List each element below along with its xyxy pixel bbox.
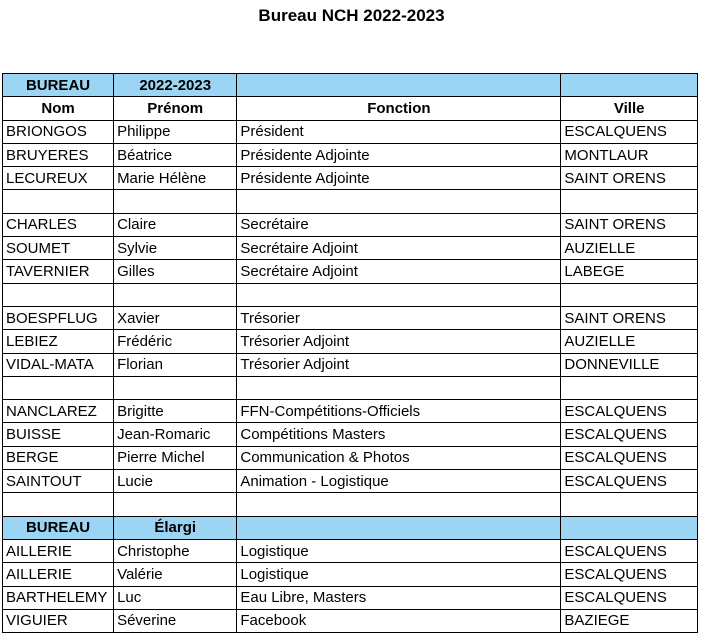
- column-header-nom: Nom: [3, 97, 114, 120]
- cell-ville: AUZIELLE: [561, 237, 698, 260]
- cell-ville: ESCALQUENS: [561, 586, 698, 609]
- table-row: [3, 213, 698, 236]
- table-row: [3, 260, 698, 283]
- cell-prenom: Philippe: [114, 120, 237, 143]
- table-row: [3, 353, 698, 376]
- section-header-row: [3, 74, 698, 97]
- cell-fonction: Présidente Adjointe: [237, 167, 561, 190]
- cell-ville: ESCALQUENS: [561, 539, 698, 562]
- cell-nom: BRUYERES: [3, 143, 114, 166]
- cell-prenom: Florian: [114, 353, 237, 376]
- table-row: [3, 143, 698, 166]
- cell-ville: SAINT ORENS: [561, 306, 698, 329]
- cell-nom: LECUREUX: [3, 167, 114, 190]
- cell-nom: TAVERNIER: [3, 260, 114, 283]
- section-period: 2022-2023: [114, 74, 237, 97]
- spacer-cell: [561, 283, 698, 306]
- table-row: [3, 446, 698, 469]
- page-title: Bureau NCH 2022-2023: [258, 6, 445, 25]
- cell-nom: VIGUIER: [3, 609, 114, 632]
- column-header-prenom: Prénom: [114, 97, 237, 120]
- cell-fonction: Secrétaire Adjoint: [237, 237, 561, 260]
- cell-ville: MONTLAUR: [561, 143, 698, 166]
- cell-fonction: Secrétaire: [237, 213, 561, 236]
- cell-fonction: FFN-Compétitions-Officiels: [237, 400, 561, 423]
- cell-prenom: Béatrice: [114, 143, 237, 166]
- spacer-cell: [114, 376, 237, 399]
- bureau-table: [2, 73, 698, 633]
- table-row: [3, 167, 698, 190]
- cell-ville: ESCALQUENS: [561, 120, 698, 143]
- spacer-cell: [561, 376, 698, 399]
- spacer-cell: [3, 493, 114, 516]
- cell-nom: BRIONGOS: [3, 120, 114, 143]
- spacer-cell: [237, 376, 561, 399]
- cell-nom: BARTHELEMY: [3, 586, 114, 609]
- cell-prenom: Lucie: [114, 470, 237, 493]
- spacer-cell: [237, 493, 561, 516]
- cell-ville: ESCALQUENS: [561, 470, 698, 493]
- table-row: [3, 563, 698, 586]
- cell-prenom: Sylvie: [114, 237, 237, 260]
- cell-fonction: Animation - Logistique: [237, 470, 561, 493]
- cell-nom: LEBIEZ: [3, 330, 114, 353]
- cell-nom: NANCLAREZ: [3, 400, 114, 423]
- table-row: [3, 539, 698, 562]
- table-row: [3, 330, 698, 353]
- cell-fonction: Secrétaire Adjoint: [237, 260, 561, 283]
- cell-ville: SAINT ORENS: [561, 213, 698, 236]
- spacer-row: [3, 190, 698, 213]
- cell-fonction: Trésorier Adjoint: [237, 353, 561, 376]
- cell-nom: AILLERIE: [3, 563, 114, 586]
- cell-ville: SAINT ORENS: [561, 167, 698, 190]
- cell-prenom: Gilles: [114, 260, 237, 283]
- table-row: [3, 423, 698, 446]
- cell-nom: BERGE: [3, 446, 114, 469]
- spacer-cell: [3, 376, 114, 399]
- cell-fonction: Trésorier: [237, 306, 561, 329]
- spacer-cell: [561, 493, 698, 516]
- cell-prenom: Xavier: [114, 306, 237, 329]
- cell-ville: ESCALQUENS: [561, 563, 698, 586]
- section-header-row: [3, 516, 698, 539]
- spacer-cell: [114, 190, 237, 213]
- section-label: BUREAU: [3, 516, 114, 539]
- cell-prenom: Pierre Michel: [114, 446, 237, 469]
- cell-prenom: Luc: [114, 586, 237, 609]
- spacer-row: [3, 376, 698, 399]
- section-period: Élargi: [114, 516, 237, 539]
- section-empty-cell: [237, 516, 561, 539]
- section-empty-cell: [561, 74, 698, 97]
- cell-prenom: Claire: [114, 213, 237, 236]
- spacer-cell: [114, 493, 237, 516]
- cell-prenom: Valérie: [114, 563, 237, 586]
- spacer-cell: [237, 283, 561, 306]
- column-header-ville: Ville: [561, 97, 698, 120]
- cell-fonction: Président: [237, 120, 561, 143]
- cell-ville: ESCALQUENS: [561, 423, 698, 446]
- cell-nom: SOUMET: [3, 237, 114, 260]
- spacer-cell: [3, 283, 114, 306]
- cell-prenom: Brigitte: [114, 400, 237, 423]
- column-header-fonction: Fonction: [237, 97, 561, 120]
- cell-fonction: Logistique: [237, 563, 561, 586]
- cell-fonction: Compétitions Masters: [237, 423, 561, 446]
- cell-fonction: Logistique: [237, 539, 561, 562]
- spacer-cell: [561, 190, 698, 213]
- spacer-cell: [3, 190, 114, 213]
- cell-ville: BAZIEGE: [561, 609, 698, 632]
- table-row: [3, 586, 698, 609]
- spacer-row: [3, 493, 698, 516]
- cell-ville: ESCALQUENS: [561, 446, 698, 469]
- spacer-cell: [114, 283, 237, 306]
- table-row: [3, 609, 698, 632]
- cell-prenom: Frédéric: [114, 330, 237, 353]
- cell-fonction: Trésorier Adjoint: [237, 330, 561, 353]
- section-empty-cell: [237, 74, 561, 97]
- cell-fonction: Eau Libre, Masters: [237, 586, 561, 609]
- cell-prenom: Marie Hélène: [114, 167, 237, 190]
- bureau-table-body: [3, 74, 698, 633]
- spacer-row: [3, 283, 698, 306]
- cell-prenom: Séverine: [114, 609, 237, 632]
- cell-nom: BOESPFLUG: [3, 306, 114, 329]
- cell-nom: SAINTOUT: [3, 470, 114, 493]
- section-empty-cell: [561, 516, 698, 539]
- table-row: [3, 400, 698, 423]
- cell-fonction: Présidente Adjointe: [237, 143, 561, 166]
- cell-ville: AUZIELLE: [561, 330, 698, 353]
- table-row: [3, 470, 698, 493]
- cell-ville: ESCALQUENS: [561, 400, 698, 423]
- table-row: [3, 237, 698, 260]
- cell-nom: BUISSE: [3, 423, 114, 446]
- cell-ville: LABEGE: [561, 260, 698, 283]
- table-row: [3, 120, 698, 143]
- column-header-row: [3, 97, 698, 120]
- cell-nom: AILLERIE: [3, 539, 114, 562]
- cell-fonction: Facebook: [237, 609, 561, 632]
- cell-prenom: Jean-Romaric: [114, 423, 237, 446]
- section-label: BUREAU: [3, 74, 114, 97]
- cell-ville: DONNEVILLE: [561, 353, 698, 376]
- cell-nom: CHARLES: [3, 213, 114, 236]
- cell-prenom: Christophe: [114, 539, 237, 562]
- table-row: [3, 306, 698, 329]
- cell-fonction: Communication & Photos: [237, 446, 561, 469]
- cell-nom: VIDAL-MATA: [3, 353, 114, 376]
- spacer-cell: [237, 190, 561, 213]
